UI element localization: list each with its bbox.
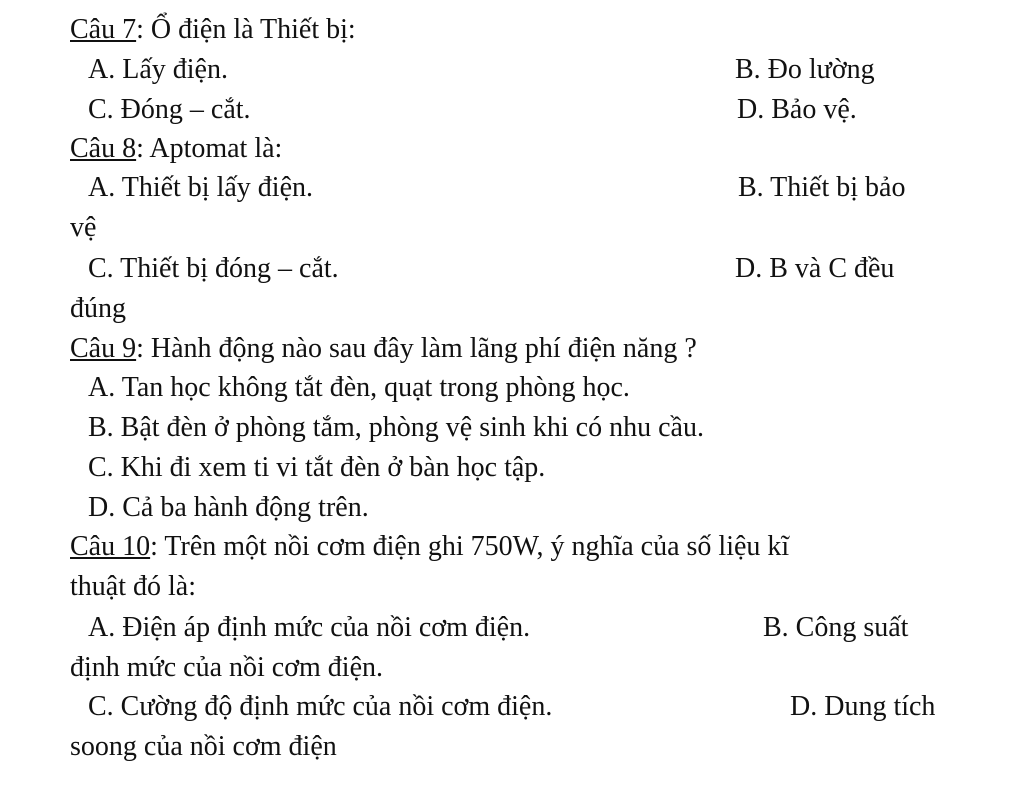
question-7-option-b: B. Đo lường	[735, 54, 875, 85]
question-8-label: Câu 8	[70, 133, 137, 164]
question-8-option-b: B. Thiết bị bảo	[738, 172, 906, 203]
question-10	[70, 529, 789, 565]
cut-off-top-line	[70, 0, 970, 6]
question-10-stem-wrap: thuật đó là:	[70, 571, 196, 602]
question-8-option-c: C. Thiết bị đóng – cắt.	[88, 253, 339, 284]
question-10-label: Câu 10	[70, 531, 151, 562]
question-9-option-a: A. Tan học không tắt đèn, quạt trong phòng học.	[88, 372, 630, 403]
question-8-option-d: D. B và C đều	[735, 253, 895, 284]
question-9-option-d: D. Cả ba hành động trên.	[88, 492, 369, 523]
question-10-option-c: C. Cường độ định mức của nồi cơm điện.	[88, 691, 553, 722]
question-9-label: Câu 9	[70, 333, 137, 364]
question-7-option-d: D. Bảo vệ.	[737, 94, 857, 125]
question-8-option-a: A. Thiết bị lấy điện.	[88, 172, 313, 203]
question-8-stem: : Aptomat là:	[136, 133, 283, 164]
question-10-option-d: D. Dung tích	[790, 691, 936, 722]
question-10-stem: : Trên một nồi cơm điện ghi 750W, ý nghĩa của số liệu kĩ	[150, 531, 790, 562]
question-7-stem: : Ổ điện là Thiết bị:	[136, 14, 356, 45]
question-8-option-b-wrap: vệ	[70, 212, 97, 243]
question-9	[70, 331, 697, 367]
question-8	[70, 131, 282, 167]
question-10-option-b: B. Công suất	[763, 612, 909, 643]
question-7-option-a: A. Lấy điện.	[88, 54, 228, 85]
question-7	[70, 12, 356, 48]
question-9-stem: : Hành động nào sau đây làm lãng phí điện năng ?	[136, 333, 697, 364]
question-7-option-c: C. Đóng – cắt.	[88, 94, 251, 125]
cut-off-bottom-line	[70, 762, 970, 792]
question-8-option-d-wrap: đúng	[70, 293, 126, 324]
question-9-option-b: B. Bật đèn ở phòng tắm, phòng vệ sinh khi có nhu cầu.	[88, 412, 704, 443]
question-7-label: Câu 7	[70, 14, 137, 45]
question-10-option-a: A. Điện áp định mức của nồi cơm điện.	[88, 612, 531, 643]
question-10-option-d-wrap: soong của nồi cơm điện	[70, 731, 337, 762]
question-10-option-b-wrap: định mức của nồi cơm điện.	[70, 652, 384, 683]
question-9-option-c: C. Khi đi xem ti vi tắt đèn ở bàn học tập.	[88, 452, 546, 483]
